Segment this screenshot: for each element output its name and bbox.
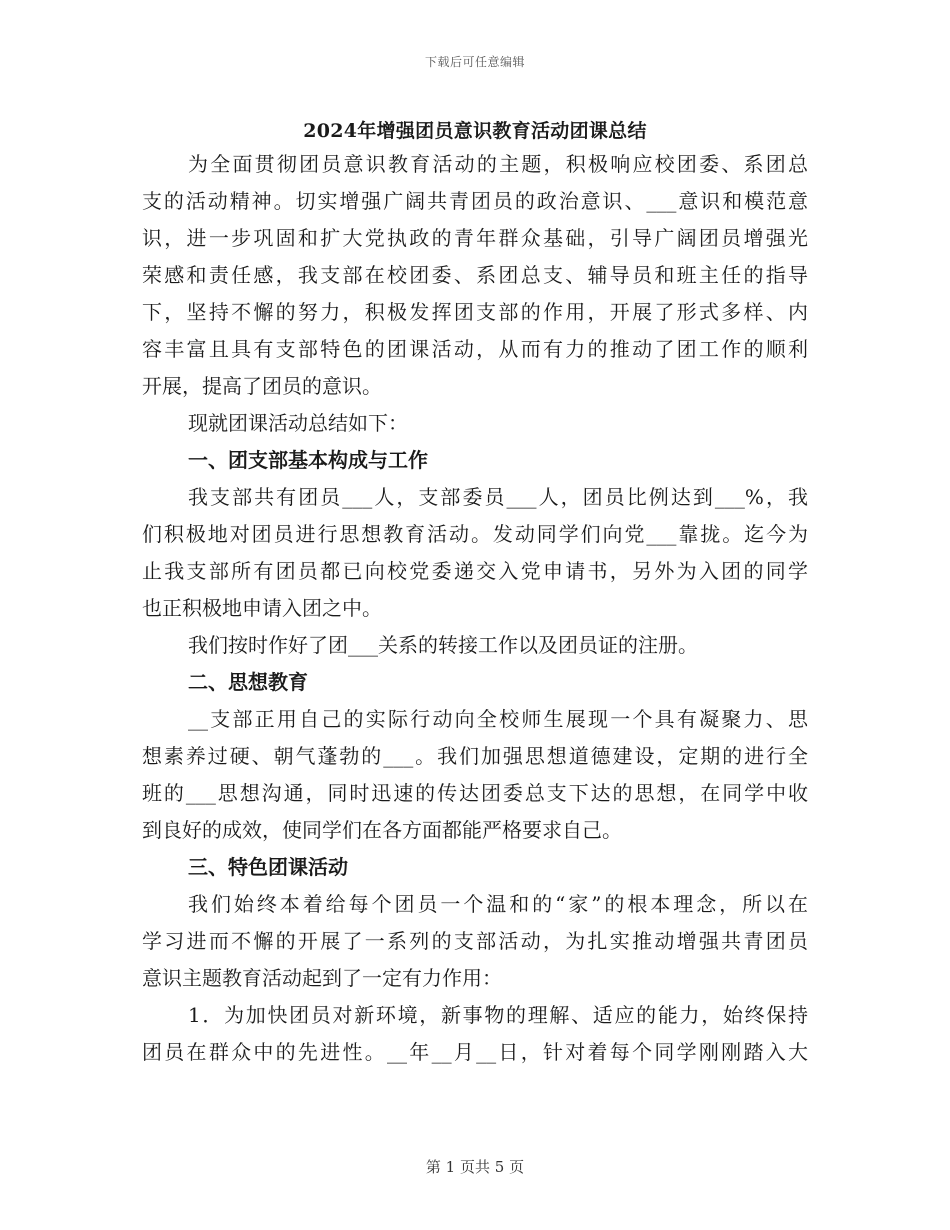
paragraph-line: 我们始终本着给每个团员一个温和的“家”的根本理念，所以在 [188,892,808,916]
paragraph-line: 团员在群众中的先进性。__年__月__日，针对着每个同学刚刚踏入大 [142,1040,808,1064]
paragraph-line: 也正积极地申请入团之中。 [142,596,382,620]
paragraph-line: 们积极地对团员进行思想教育活动。发动同学们向党___靠拢。迄今为 [142,522,808,546]
section-heading: 二、思想教育 [188,670,308,694]
paragraph-line: 意识主题教育活动起到了一定有力作用： [142,966,502,990]
paragraph-line: 1．为加快团员对新环境，新事物的理解、适应的能力，始终保持 [188,1003,808,1027]
paragraph-line: 现就团课活动总结如下： [188,411,408,435]
paragraph-line: 下，坚持不懈的努力，积极发挥团支部的作用，开展了形式多样、内 [142,300,808,324]
paragraph-line: 识，进一步巩固和扩大党执政的青年群众基础，引导广阔团员增强光 [142,226,808,250]
paragraph-line: 开展，提高了团员的意识。 [142,374,382,398]
page-number: 第 1 页共 5 页 [425,1158,525,1176]
paragraph-line: 荣感和责任感，我支部在校团委、系团总支、辅导员和班主任的指导 [142,263,808,287]
paragraph-line: 容丰富且具有支部特色的团课活动，从而有力的推动了团工作的顺利 [142,337,808,361]
paragraph-line: 到良好的成效，使同学们在各方面都能严格要求自己。 [142,818,622,842]
header-note: 下载后可任意编辑 [424,55,525,69]
section-heading: 三、特色团课活动 [188,855,348,879]
section-heading: 一、团支部基本构成与工作 [188,448,428,472]
document-title: 2024年增强团员意识教育活动团课总结 [303,120,647,142]
paragraph-line: __支部正用自己的实际行动向全校师生展现一个具有凝聚力、思 [188,707,808,731]
paragraph-line: 想素养过硬、朝气蓬勃的___。我们加强思想道德建设，定期的进行全 [142,744,808,768]
paragraph-line: 我支部共有团员___人，支部委员___人，团员比例达到___%，我 [188,485,808,509]
paragraph-line: 支的活动精神。切实增强广阔共青团员的政治意识、___意识和模范意 [142,189,808,213]
paragraph-line: 止我支部所有团员都已向校党委递交入党申请书，另外为入团的同学 [142,559,808,583]
paragraph-line: 我们按时作好了团___关系的转接工作以及团员证的注册。 [188,633,698,657]
paragraph-line: 为全面贯彻团员意识教育活动的主题，积极响应校团委、系团总 [188,152,808,176]
paragraph-line: 学习进而不懈的开展了一系列的支部活动，为扎实推动增强共青团员 [142,929,808,953]
document-body [142,146,808,1071]
paragraph-line: 班的___思想沟通，同时迅速的传达团委总支下达的思想，在同学中收 [142,781,808,805]
